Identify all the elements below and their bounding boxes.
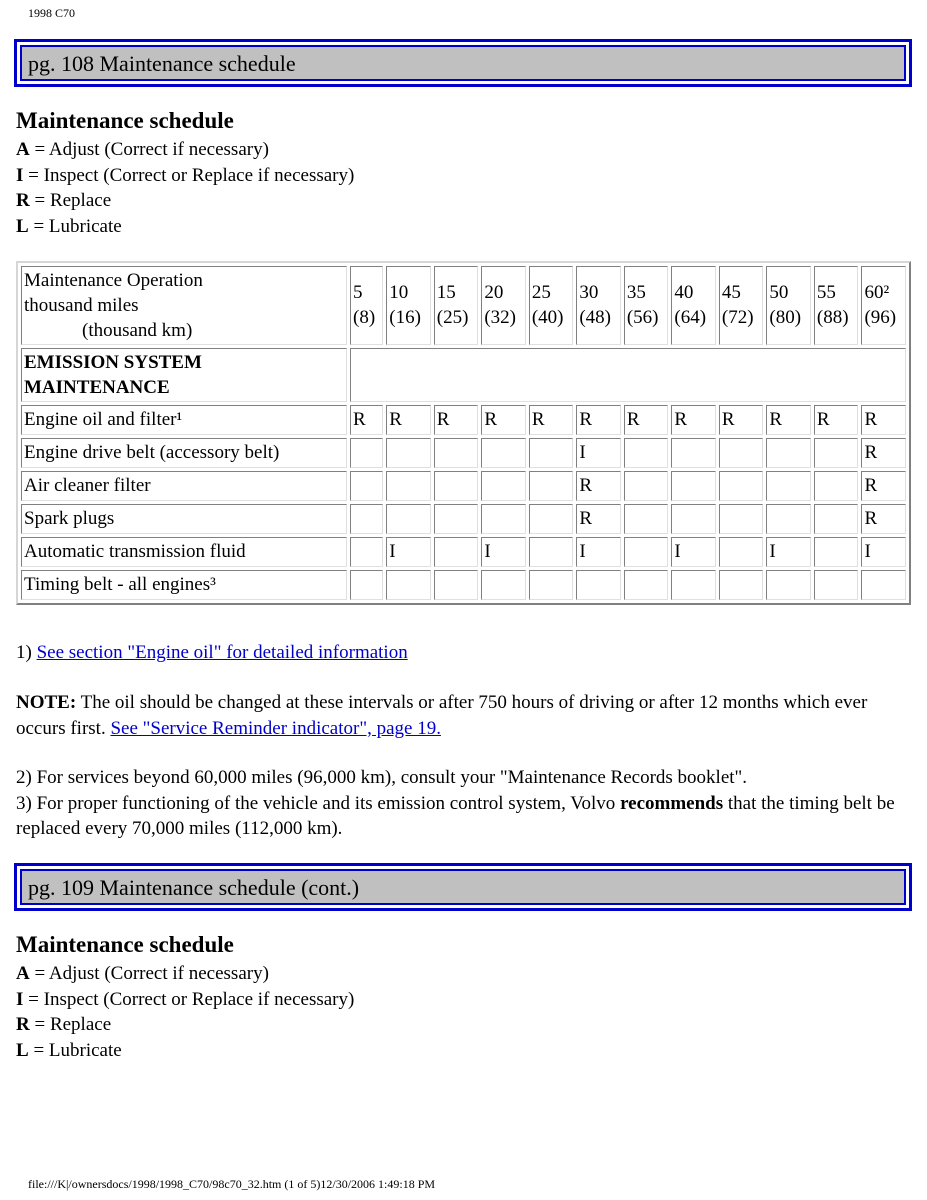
header-line-km: (thousand km) (82, 320, 193, 341)
interval-km: (80) (769, 307, 802, 328)
schedule-cell (386, 504, 431, 534)
schedule-cell: R (766, 405, 811, 435)
interval-km: (25) (436, 307, 469, 328)
schedule-cell (386, 438, 431, 468)
section-title-109: Maintenance schedule (16, 932, 234, 957)
legend-key: L (16, 1039, 29, 1061)
interval-km: (40) (531, 307, 564, 328)
schedule-cell: R (350, 405, 383, 435)
interval-header-cell (814, 266, 859, 345)
schedule-cell: R (529, 405, 574, 435)
schedule-cell (671, 471, 716, 501)
table-row (21, 438, 906, 468)
schedule-cell (481, 438, 526, 468)
schedule-cell (671, 570, 716, 600)
schedule-cell (481, 504, 526, 534)
table-row (21, 405, 906, 435)
document-footer: file:///K|/ownersdocs/1998/1998_C70/98c70_32.htm (1 of 5)12/30/2006 1:49:18 PM (28, 1177, 436, 1191)
footnote-1-prefix: 1) (16, 642, 37, 663)
legend-item-lubricate (16, 214, 354, 240)
interval-miles: 5 (353, 282, 363, 303)
table-row (21, 504, 906, 534)
legend-item-inspect (16, 987, 354, 1013)
interval-km: (16) (389, 307, 421, 328)
section-title-108: Maintenance schedule (16, 108, 234, 133)
interval-km: (64) (674, 307, 707, 328)
footnote-1 (16, 640, 911, 666)
table-row (21, 471, 906, 501)
interval-header-cell (719, 266, 764, 345)
interval-km: (56) (626, 307, 659, 328)
interval-km: (8) (353, 307, 376, 328)
footnotes-2-3 (16, 765, 911, 842)
legend-text: = Inspect (Correct or Replace if necessary) (23, 988, 355, 1010)
legend-text: = Lubricate (28, 215, 122, 237)
note-label: NOTE: (16, 692, 77, 713)
schedule-cell: R (861, 405, 906, 435)
legend-item-lubricate (16, 1038, 354, 1064)
table-header-row (21, 266, 906, 345)
schedule-cell (624, 471, 669, 501)
document-header: 1998 C70 (28, 6, 76, 20)
schedule-cell: I (576, 438, 621, 468)
legend-item-inspect (16, 163, 354, 189)
legend-text: = Adjust (Correct if necessary) (29, 139, 269, 160)
schedule-cell (624, 537, 669, 567)
schedule-cell (719, 570, 764, 600)
schedule-cell: R (861, 471, 906, 501)
schedule-cell (766, 438, 811, 468)
interval-miles: 20 (484, 282, 504, 303)
footnote-3-text-b: that the timing belt be replaced every 70,000 miles (112,000 km). (16, 792, 895, 839)
schedule-cell (529, 537, 574, 567)
schedule-cell (576, 570, 621, 600)
schedule-cell (350, 504, 383, 534)
schedule-cell (481, 570, 526, 600)
interval-miles: 25 (531, 282, 551, 303)
legend-text: = Adjust (Correct if necessary) (29, 963, 269, 984)
operation-label: Automatic transmission fluid (21, 537, 347, 567)
schedule-cell (814, 438, 859, 468)
interval-header-cell (861, 266, 906, 345)
maintenance-schedule-table (16, 261, 911, 605)
schedule-cell (350, 438, 383, 468)
legend-text: = Replace (29, 190, 112, 211)
section-line-1: EMISSION SYSTEM (24, 352, 202, 373)
engine-oil-link[interactable]: See section "Engine oil" for detailed information (36, 642, 408, 663)
schedule-cell (719, 471, 764, 501)
interval-header-cell (766, 266, 811, 345)
schedule-cell: R (481, 405, 526, 435)
table-row (21, 537, 906, 567)
section-line-2: MAINTENANCE (24, 377, 170, 398)
legend-text: = Inspect (Correct or Replace if necessary) (23, 164, 355, 186)
legend-item-adjust (16, 137, 354, 163)
operation-label: Engine drive belt (accessory belt) (21, 438, 347, 468)
schedule-cell: R (576, 504, 621, 534)
interval-header-cell (576, 266, 621, 345)
legend-108 (16, 137, 354, 239)
schedule-cell: R (861, 504, 906, 534)
page-109-banner (14, 863, 912, 911)
header-line-miles: thousand miles (24, 295, 139, 316)
footnote-3-text-a: 3) For proper functioning of the vehicle and its emission control system, Volvo (16, 792, 621, 814)
schedule-cell (766, 471, 811, 501)
schedule-cell (529, 471, 574, 501)
page-109-banner-label: pg. 109 Maintenance schedule (cont.) (20, 869, 906, 905)
operation-label: Engine oil and filter¹ (21, 405, 347, 435)
interval-km: (48) (579, 307, 611, 328)
interval-km: (32) (484, 307, 516, 328)
schedule-cell (386, 471, 431, 501)
schedule-cell: I (861, 537, 906, 567)
interval-miles: 35 (626, 282, 646, 303)
schedule-cell (529, 504, 574, 534)
interval-miles: 50 (769, 282, 789, 303)
interval-header-cell (386, 266, 431, 345)
schedule-cell (350, 570, 383, 600)
schedule-cell: I (671, 537, 716, 567)
schedule-cell: R (576, 405, 621, 435)
schedule-cell (529, 438, 574, 468)
note-paragraph (16, 690, 911, 741)
interval-header-cell (624, 266, 669, 345)
operation-label: Spark plugs (21, 504, 347, 534)
schedule-cell: R (624, 405, 669, 435)
operation-label: Timing belt - all engines³ (21, 570, 347, 600)
schedule-cell: R (861, 438, 906, 468)
footnote-3 (16, 791, 911, 842)
schedule-cell (766, 570, 811, 600)
legend-text: = Lubricate (28, 1039, 122, 1061)
schedule-cell (719, 504, 764, 534)
interval-miles: 15 (436, 282, 456, 303)
legend-109 (16, 961, 354, 1063)
note-text: The oil should be changed at these intervals or after 750 hours of driving or after 12 months which ever occurs first. (16, 692, 868, 739)
schedule-cell (624, 504, 669, 534)
interval-miles: 45 (721, 282, 741, 303)
operation-header-cell (21, 266, 347, 345)
schedule-cell (766, 504, 811, 534)
legend-key: I (16, 988, 24, 1010)
legend-item-adjust (16, 961, 354, 987)
schedule-cell: R (719, 405, 764, 435)
legend-item-replace (16, 1012, 354, 1038)
schedule-cell (624, 570, 669, 600)
schedule-cell: I (386, 537, 431, 567)
page-108-banner (14, 39, 912, 87)
interval-miles: 40 (674, 282, 694, 303)
schedule-cell (350, 471, 383, 501)
interval-header-cell (671, 266, 716, 345)
schedule-cell (529, 570, 574, 600)
page-108-banner-label: pg. 108 Maintenance schedule (20, 45, 906, 81)
interval-km: (72) (721, 307, 754, 328)
interval-header-cell (481, 266, 526, 345)
schedule-cell (814, 570, 859, 600)
interval-km: (96) (864, 307, 897, 328)
schedule-cell (814, 471, 859, 501)
operation-label: Air cleaner filter (21, 471, 347, 501)
legend-text: = Replace (29, 1014, 112, 1035)
interval-miles: 55 (816, 282, 836, 303)
schedule-cell (814, 504, 859, 534)
legend-key: A (16, 139, 30, 160)
schedule-cell (861, 570, 906, 600)
interval-header-cell (434, 266, 479, 345)
schedule-cell (671, 438, 716, 468)
schedule-cell (434, 570, 479, 600)
schedule-cell: I (766, 537, 811, 567)
legend-key: I (16, 164, 24, 186)
schedule-cell (814, 537, 859, 567)
schedule-cell (434, 438, 479, 468)
schedule-cell (434, 537, 479, 567)
legend-key: L (16, 215, 29, 237)
section-empty-cell (350, 348, 906, 402)
legend-item-replace (16, 188, 354, 214)
schedule-cell (386, 570, 431, 600)
footnote-2: 2) For services beyond 60,000 miles (96,000 km), consult your "Maintenance Records booklet". (16, 767, 748, 788)
legend-key: R (16, 190, 30, 211)
interval-header-cell (350, 266, 383, 345)
schedule-cell: R (671, 405, 716, 435)
interval-km: (88) (816, 307, 849, 328)
interval-miles: 30 (579, 282, 599, 303)
header-line-operation: Maintenance Operation (24, 270, 203, 291)
schedule-cell (719, 537, 764, 567)
section-row (21, 348, 906, 402)
schedule-cell (719, 438, 764, 468)
schedule-cell (671, 504, 716, 534)
schedule-cell (624, 438, 669, 468)
schedule-cell: R (386, 405, 431, 435)
interval-miles: 60² (864, 282, 890, 303)
legend-key: A (16, 963, 30, 984)
schedule-cell (481, 471, 526, 501)
footnote-3-bold: recommends (620, 792, 724, 814)
schedule-cell: I (481, 537, 526, 567)
table-row (21, 570, 906, 600)
schedule-cell: R (434, 405, 479, 435)
schedule-cell: R (576, 471, 621, 501)
section-label-cell (21, 348, 347, 402)
schedule-cell (350, 537, 383, 567)
schedule-cell: R (814, 405, 859, 435)
legend-key: R (16, 1014, 30, 1035)
interval-header-cell (529, 266, 574, 345)
interval-miles: 10 (389, 282, 409, 303)
schedule-cell: I (576, 537, 621, 567)
service-reminder-link[interactable]: See "Service Reminder indicator", page 19. (110, 717, 441, 739)
schedule-cell (434, 504, 479, 534)
schedule-cell (434, 471, 479, 501)
